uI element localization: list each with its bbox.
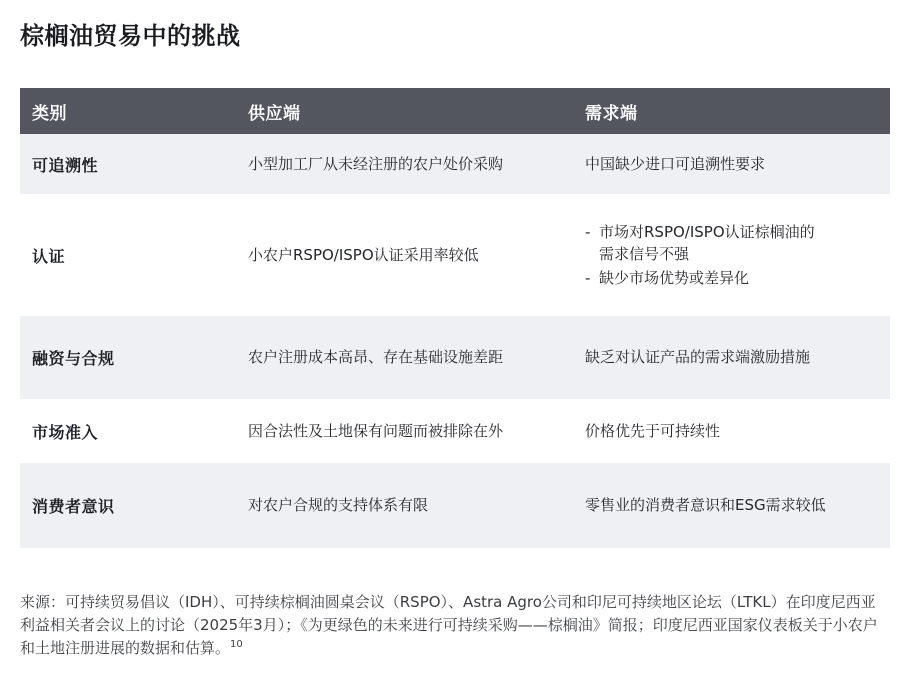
list-item [585,221,876,265]
header-supply-side: 供应端 [248,103,301,124]
list-item-text: 市场对RSPO/ISPO认证棕榈油的需求信号不强 [599,223,815,263]
footnote-marker: 10 [230,639,243,650]
demand-bullet-list [585,221,876,289]
table-row-financing-compliance [20,316,890,399]
challenges-table [20,88,890,548]
row-supply-cell: 对农户合规的支持体系有限 [248,496,429,514]
bullet-marker: - [585,223,591,241]
row-demand-cell: 中国缺少进口可追溯性要求 [585,154,766,173]
bullet-marker: - [585,269,591,287]
source-text: 来源：可持续贸易倡议（IDH）、可持续棕榈油圆桌会议（RSPO）、Astra Agro公司和印尼可持续地区论坛（LTKL）在印度尼西亚利益相关者会议上的讨论（2025年3月）；《为更绿色的未来进行可持续采购——棕榈油》简报；印度尼西亚国家仪表板关于小农户和土地注册进展的数据和估算。 [20,593,878,657]
table-row-consumer-awareness [20,463,890,548]
row-supply-cell: 小型加工厂从未经注册的农户处价采购 [248,154,504,173]
row-category: 消费者意识 [32,497,115,516]
table-row-traceability [20,134,890,194]
row-category: 市场准入 [32,422,99,442]
row-category: 认证 [32,246,66,266]
row-demand-cell [585,221,890,289]
table-row-market-access [20,399,890,463]
table-header-row [20,88,890,134]
row-supply-cell: 因合法性及土地保有问题而被排除在外 [248,421,504,440]
row-category: 可追溯性 [32,155,99,175]
list-item [585,267,876,289]
list-item-text: 缺少市场优势或差异化 [599,269,750,287]
row-category: 融资与合规 [32,349,115,368]
row-supply-cell: 农户注册成本高昂、存在基础设施差距 [248,348,504,366]
row-demand-cell: 缺乏对认证产品的需求端激励措施 [585,348,811,366]
table-row-certification [20,194,890,316]
header-category: 类别 [32,103,67,124]
source-note [20,591,889,660]
row-demand-cell: 价格优先于可持续性 [585,421,721,440]
row-demand-cell: 零售业的消费者意识和ESG需求较低 [585,496,826,514]
header-demand-side: 需求端 [585,103,638,124]
row-supply-cell: 小农户RSPO/ISPO认证采用率较低 [248,245,479,264]
page-title: 棕榈油贸易中的挑战 [20,22,241,50]
